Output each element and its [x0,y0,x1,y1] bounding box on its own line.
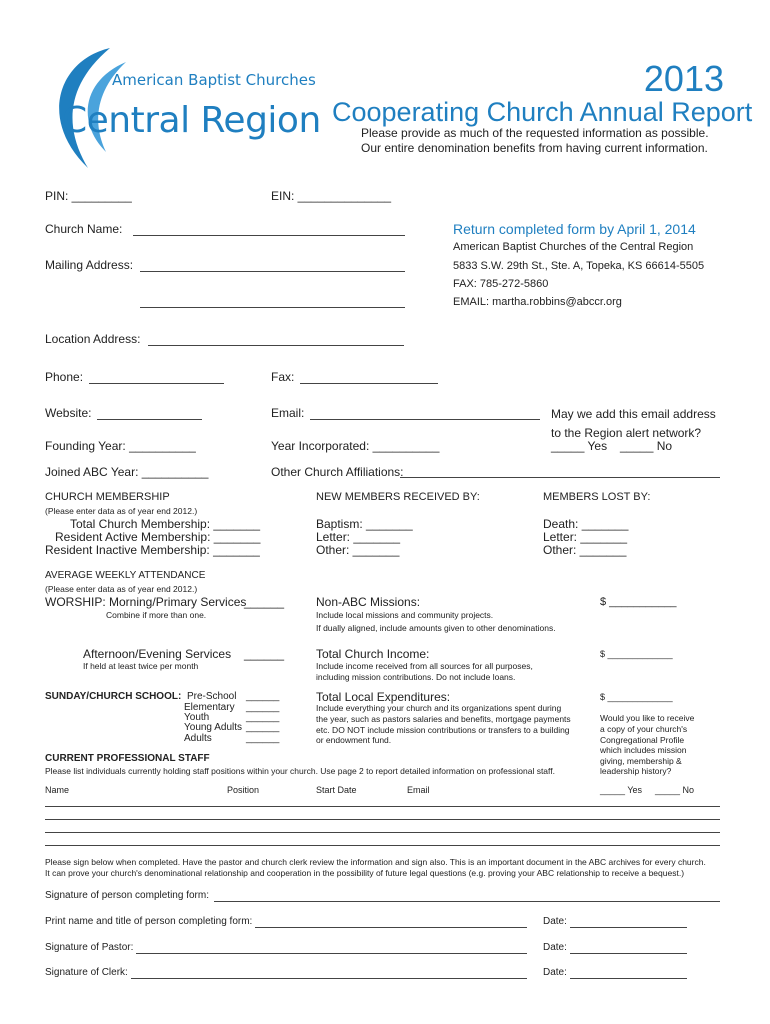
staff-col-name: Name [45,785,70,795]
afternoon-input[interactable]: ______ [244,647,285,661]
baptism-field[interactable]: Baptism: _______ [316,517,413,531]
worship-combine-note: Combine if more than one. [106,610,207,620]
email-input[interactable] [310,419,540,420]
return-email: EMAIL: martha.robbins@abccr.org [453,296,622,308]
ss-young-adults: Young Adults [184,722,243,733]
date-input-1[interactable] [570,927,687,928]
ss-adults-input[interactable]: ______ [246,733,280,744]
signature-completer-input[interactable] [214,901,720,902]
mailing-address-input[interactable] [140,271,405,272]
church-name-input[interactable] [133,235,405,236]
expend-note-2: the year, such as pastors salaries and benefits, mortgage payments [316,714,571,724]
afternoon-note: If held at least twice per month [83,661,199,671]
staff-header: CURRENT PROFESSIONAL STAFF [45,753,210,764]
profile-line-3: Congregational Profile [600,735,685,745]
new-members-header: NEW MEMBERS RECEIVED BY: [316,491,480,503]
staff-row-1[interactable] [45,806,720,807]
staff-col-start: Start Date [316,785,357,795]
active-membership-field[interactable]: Resident Active Membership: _______ [55,530,261,544]
profile-line-4: which includes mission [600,745,687,755]
afternoon-label: Afternoon/Evening Services [83,647,232,661]
profile-line-5: giving, membership & [600,756,682,766]
website-label: Website: [45,406,92,420]
profile-line-6: leadership history? [600,766,672,776]
return-fax: FAX: 785-272-5860 [453,278,549,290]
signature-pastor-label: Signature of Pastor: [45,942,134,953]
staff-row-2[interactable] [45,819,720,820]
location-address-label: Location Address: [45,332,141,346]
fax-label: Fax: [271,370,295,384]
missions-label: Non-ABC Missions: [316,595,421,609]
phone-label: Phone: [45,370,84,384]
ss-young-adults-input[interactable]: ______ [246,722,280,733]
website-input[interactable] [97,419,202,420]
signature-completer-label: Signature of person completing form: [45,890,209,901]
lost-other-field[interactable]: Other: _______ [543,543,627,557]
ss-preschool-input[interactable]: ______ [246,691,280,702]
alert-yes[interactable]: _____ Yes [551,439,608,453]
ss-youth: Youth [184,712,210,723]
church-name-label: Church Name: [45,222,123,236]
staff-note: Please list individuals currently holding staff positions within your church. Use page 2 to report detailed information on professional staff. [45,766,555,776]
signature-clerk-input[interactable] [131,978,527,979]
income-note-1: Include income received from all sources for all purposes, [316,661,533,671]
profile-no[interactable]: _____ No [655,785,695,795]
ss-youth-input[interactable]: ______ [246,712,280,723]
membership-header: CHURCH MEMBERSHIP [45,491,170,503]
membership-note: (Please enter data as of year end 2012.) [45,506,198,516]
expend-note-1: Include everything your church and its organizations spent during [316,703,562,713]
date-input-3[interactable] [570,978,687,979]
total-membership-field[interactable]: Total Church Membership: _______ [70,517,261,531]
phone-input[interactable] [89,383,224,384]
worship-input[interactable]: ______ [244,595,285,609]
joined-abc-field[interactable]: Joined ABC Year: __________ [45,465,209,479]
attendance-note: (Please enter data as of year end 2012.) [45,584,198,594]
income-label: Total Church Income: [316,647,430,661]
expenditures-label: Total Local Expenditures: [316,690,451,704]
email-label: Email: [271,406,305,420]
org-name-line1: American Baptist Churches [112,71,316,89]
expend-note-4: or endowment fund. [316,735,392,745]
print-name-label: Print name and title of person completing form: [45,916,253,927]
income-note-2: including mission contributions. Do not include loans. [316,672,516,682]
missions-note-2: If dually aligned, include amounts given to other denominations. [316,623,556,633]
signoff-note-2: It can prove your church's denominational relationship and cooperation in the possibility of future legal questions (e.g. proving your ABC relationship to receive a bequest.) [45,868,685,878]
pin-field[interactable]: PIN: _________ [45,189,132,203]
org-name-line2: Central Region [62,100,321,141]
staff-col-email: Email [407,785,430,795]
missions-note-1: Include local missions and community projects. [316,610,494,620]
year-incorporated-field[interactable]: Year Incorporated: __________ [271,439,440,453]
death-field[interactable]: Death: _______ [543,517,629,531]
print-name-input[interactable] [255,927,527,928]
alert-no[interactable]: _____ No [620,439,673,453]
alert-question-2: to the Region alert network? [551,426,702,440]
date-label-1: Date: [543,916,567,927]
profile-line-2: a copy of your church's [600,724,688,734]
mailing-address-input-2[interactable] [140,307,405,308]
ss-adults: Adults [184,733,212,744]
date-label-3: Date: [543,967,567,978]
date-input-2[interactable] [570,953,687,954]
report-subtitle-1: Please provide as much of the requested information as possible. [361,126,709,140]
signature-pastor-input[interactable] [136,953,527,954]
expend-note-3: etc. DO NOT include mission contributions or transfers to a building [316,725,570,735]
inactive-membership-field[interactable]: Resident Inactive Membership: _______ [45,543,260,557]
attendance-header: AVERAGE WEEKLY ATTENDANCE [45,570,206,581]
staff-row-3[interactable] [45,832,720,833]
profile-line-1: Would you like to receive [600,713,695,723]
return-deadline: Return completed form by April 1, 2014 [453,221,696,237]
staff-col-position: Position [227,785,260,795]
report-year: 2013 [643,58,724,99]
sunday-school-label: SUNDAY/CHURCH SCHOOL: [45,691,182,702]
return-address: 5833 S.W. 29th St., Ste. A, Topeka, KS 66614-5505 [453,260,705,272]
location-address-input[interactable] [148,345,404,346]
new-letter-field[interactable]: Letter: _______ [316,530,401,544]
ein-field[interactable]: EIN: ______________ [271,189,392,203]
expenditures-input[interactable]: $ _____________ [600,692,673,702]
ss-preschool: Pre-School [187,691,237,702]
ss-elementary-input[interactable]: ______ [246,702,280,713]
staff-row-4[interactable] [45,845,720,846]
date-label-2: Date: [543,942,567,953]
return-org: American Baptist Churches of the Central Region [453,241,694,253]
lost-letter-field[interactable]: Letter: _______ [543,530,628,544]
income-input[interactable]: $ _____________ [600,649,673,659]
members-lost-header: MEMBERS LOST BY: [543,491,651,503]
mailing-address-label: Mailing Address: [45,258,134,272]
signoff-note-1: Please sign below when completed. Have the pastor and church clerk review the information and sign also. This is an important document in the ABC archives for every church. [45,857,706,867]
worship-label: WORSHIP: Morning/Primary Services [45,595,247,609]
profile-yes[interactable]: _____ Yes [600,785,643,795]
missions-input[interactable]: $ ___________ [600,596,677,608]
fax-input[interactable] [300,383,438,384]
alert-question-1: May we add this email address [551,407,716,421]
other-affiliations-label: Other Church Affiliations: [271,465,404,479]
report-subtitle-2: Our entire denomination benefits from having current information. [361,141,708,155]
signature-clerk-label: Signature of Clerk: [45,967,128,978]
report-title: Cooperating Church Annual Report [332,97,753,127]
new-other-field[interactable]: Other: _______ [316,543,400,557]
other-affiliations-input[interactable] [400,477,720,478]
ss-elementary: Elementary [184,702,235,713]
founding-year-field[interactable]: Founding Year: __________ [45,439,196,453]
